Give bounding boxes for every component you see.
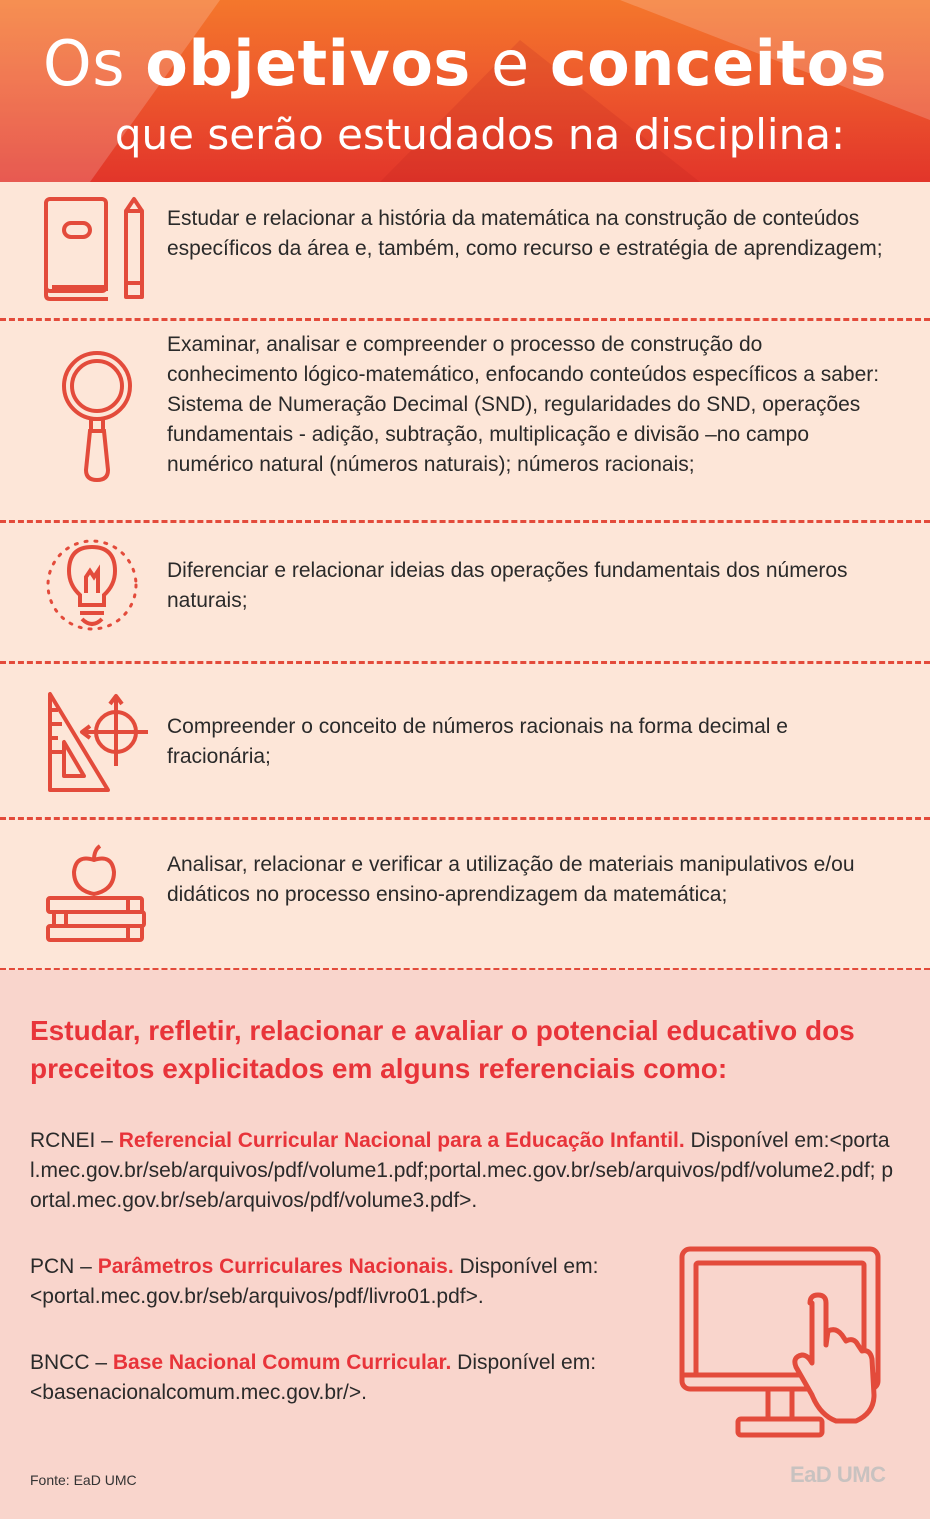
book-and-pencil-icon <box>40 195 155 305</box>
header-banner <box>0 0 930 182</box>
apple-on-books-icon <box>44 842 154 947</box>
section-divider <box>0 817 930 820</box>
objective-1-text: Estudar e relacionar a história da matemática na construção de conteúdos específicos da área e, também, como recurso e estratégia de aprendizagem; <box>167 207 883 260</box>
magnifying-glass-icon <box>60 348 135 488</box>
page-subtitle: que serão estudados na disciplina: <box>114 110 846 159</box>
triangle-ruler-crosshair-icon <box>44 690 154 795</box>
objective-4-text: Compreender o conceito de números racionais na forma decimal e fracionária; <box>167 715 788 768</box>
objective-5-text: Analisar, relacionar e verificar a utilização de materiais manipulativos e/ou didáticos no processo ensino-aprendizagem da matemática; <box>167 853 855 906</box>
objective-3-text: Diferenciar e relacionar ideias das operações fundamentais dos números naturais; <box>167 559 848 612</box>
section-divider <box>0 318 930 321</box>
reference-bncc: BNCC – Base Nacional Comum Curricular. Disponível em: <basenacionalcomum.mec.gov.br/>. <box>30 1351 597 1404</box>
monitor-touch-icon <box>678 1245 883 1445</box>
references-heading: Estudar, refletir, relacionar e avaliar o potencial educativo dos preceitos explicitados em alguns referenciais como: <box>30 1015 855 1084</box>
source-credit: Fonte: EaD UMC <box>30 1472 137 1488</box>
page-title: Os objetivos e conceitos <box>42 27 888 100</box>
reference-rcnei: RCNEI – Referencial Curricular Nacional para a Educação Infantil. Disponível em:<portal.mec.gov.br/seb/arquivos/pdf/volume1.pdf;portal.mec.gov.br/seb/arquivos/pdf/volume2.pdf; portal.mec.gov.br/seb/arquivos/pdf/volume3.pdf>. <box>30 1129 894 1212</box>
objective-2-text: Examinar, analisar e compreender o processo de construção do conhecimento lógico-matemático, enfocando conteúdos específicos a saber: Sistema de Numeração Decimal (SND), regularidades do SND, operações fundamentais - adição, subtração, multiplicação e divisão –no campo numérico natural (números naturais); números racionais; <box>167 333 880 476</box>
lightbulb-icon <box>42 533 142 638</box>
section-divider <box>0 520 930 523</box>
section-divider <box>0 661 930 664</box>
reference-pcn: PCN – Parâmetros Curriculares Nacionais. Disponível em: <portal.mec.gov.br/seb/arquivos/pdf/livro01.pdf>. <box>30 1255 599 1308</box>
eadumc-logo: EaD UMC <box>790 1462 886 1487</box>
